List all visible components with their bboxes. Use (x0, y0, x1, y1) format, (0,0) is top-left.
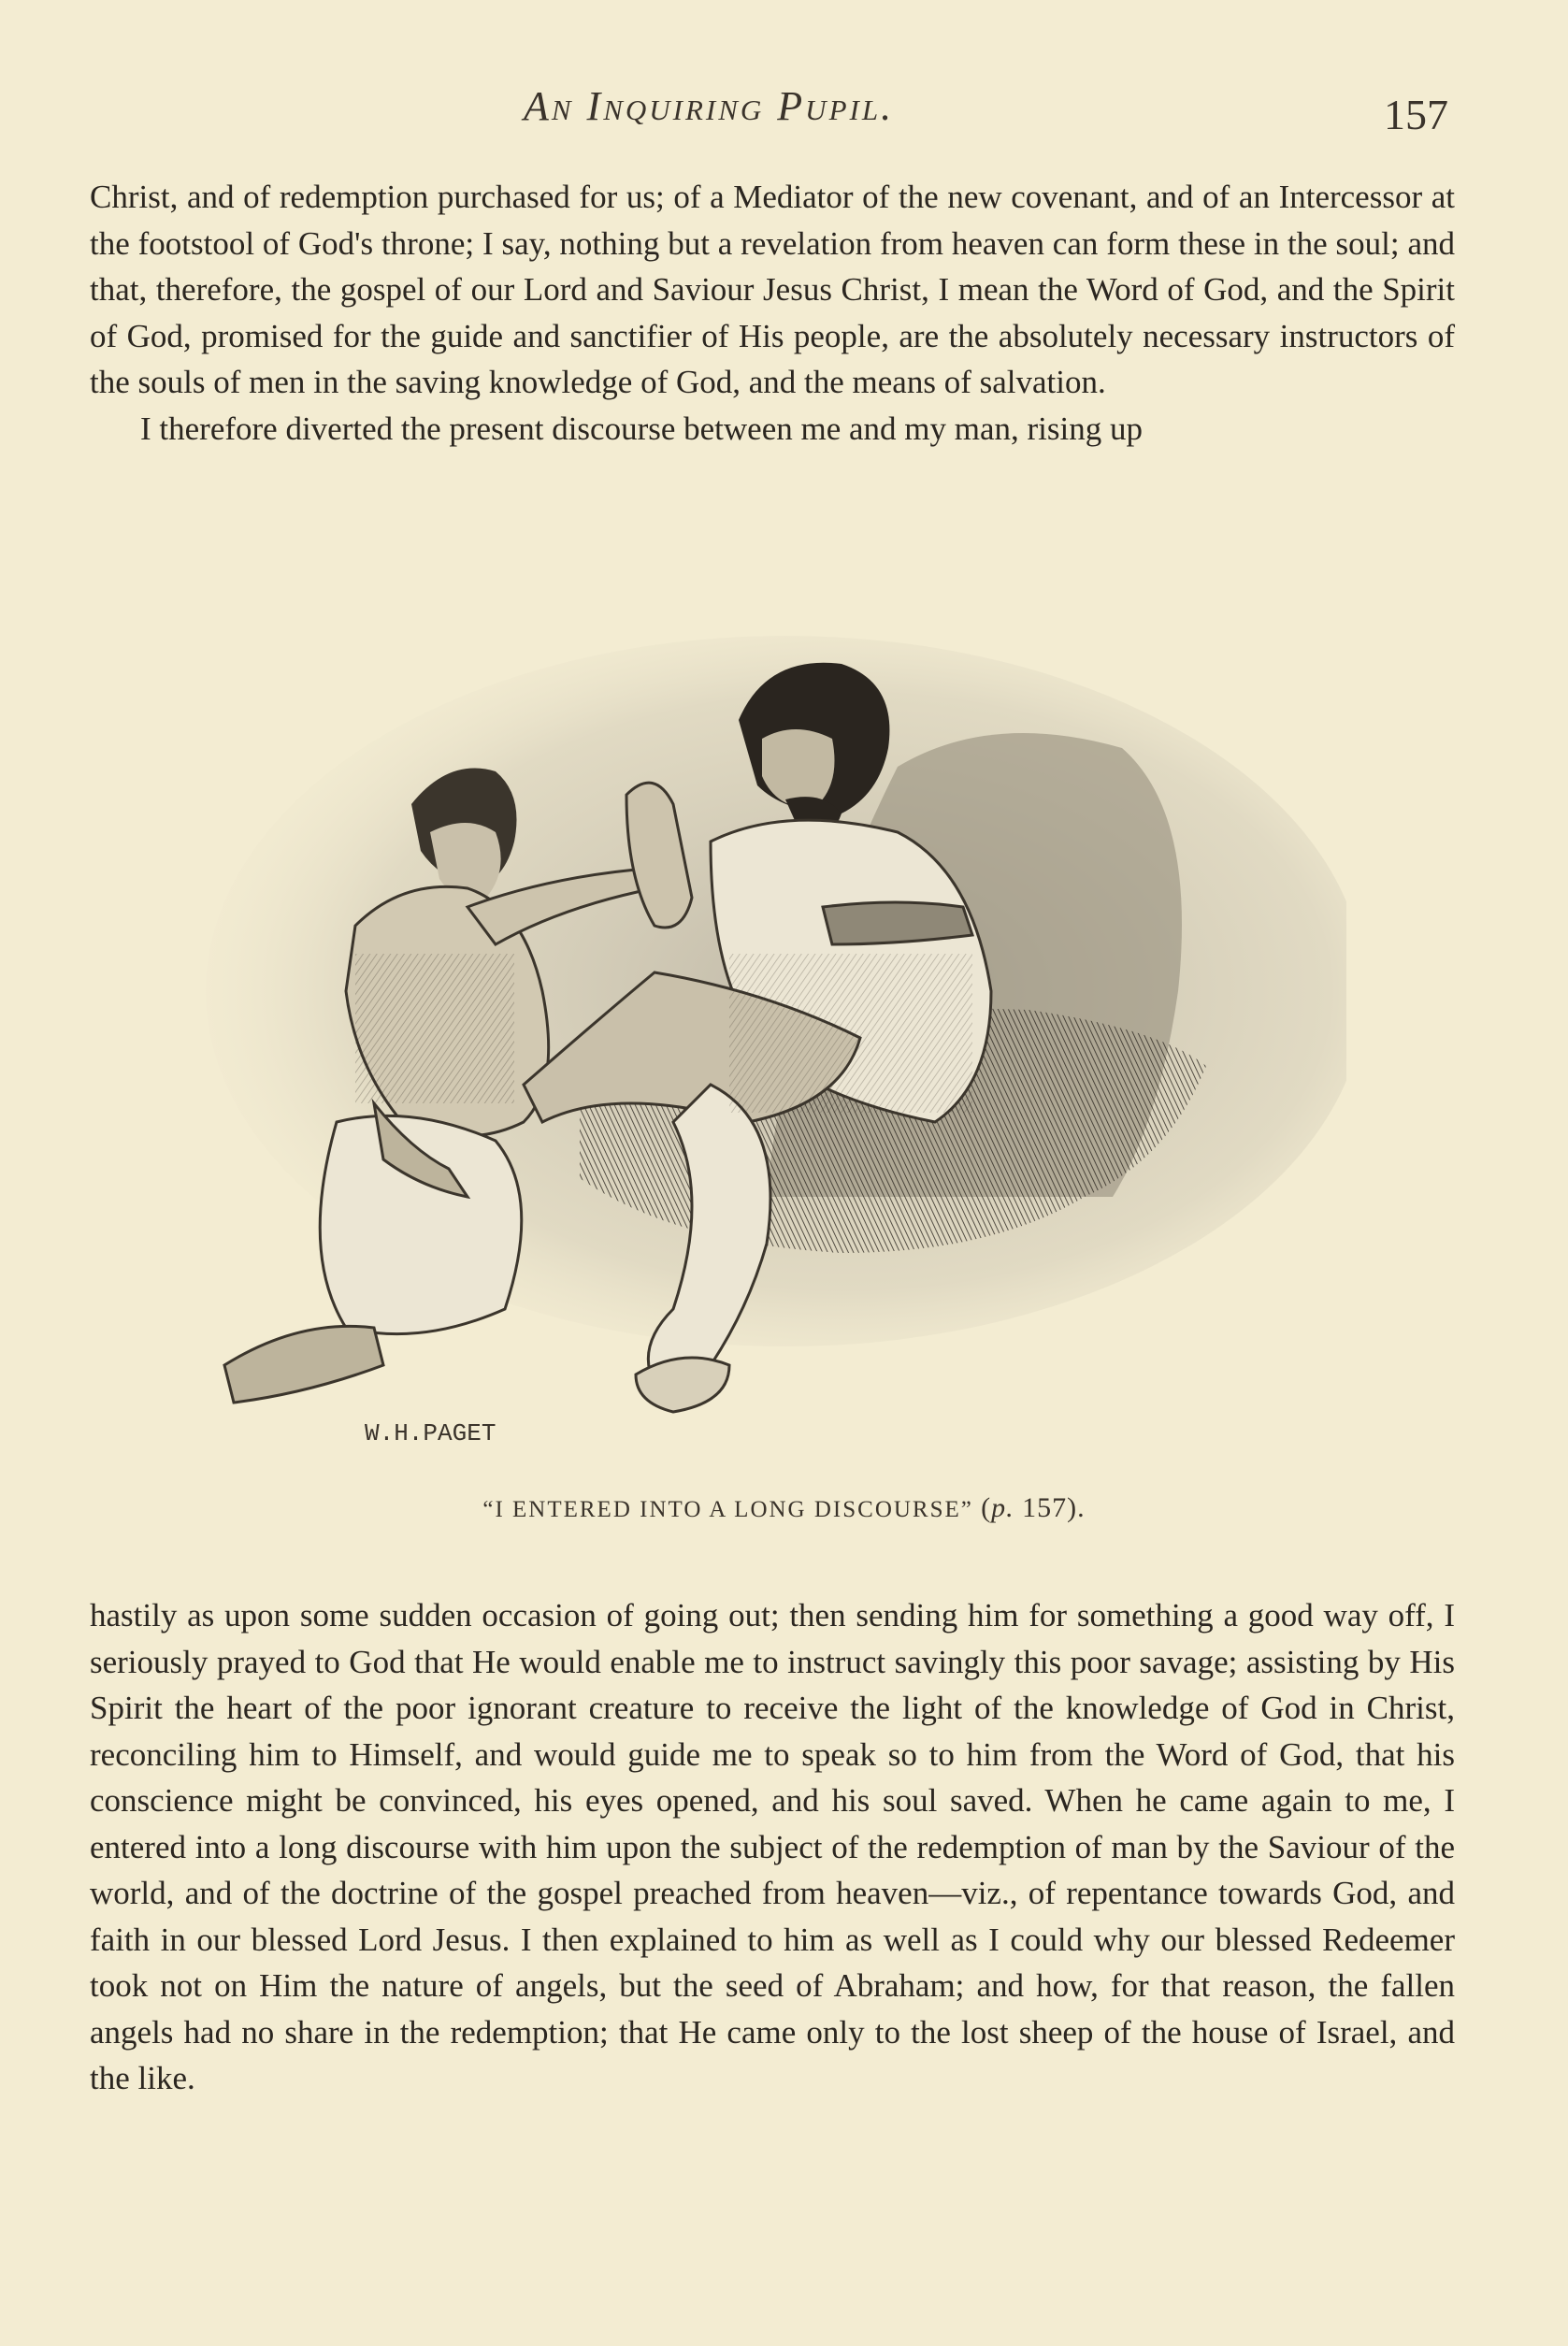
engraving-illustration (187, 598, 1346, 1468)
top-text-block (90, 174, 1455, 452)
caption-text: “I ENTERED INTO A LONG DISCOURSE” (482, 1497, 973, 1522)
bottom-text-block (90, 1592, 1455, 2102)
caption-page-ref: (p. 157). (981, 1492, 1086, 1523)
paragraph-new: I therefore diverted the present discourse between me and my man, rising up (140, 410, 1143, 447)
page-number: 157 (1384, 91, 1448, 138)
artist-signature: W.H.PAGET (365, 1419, 496, 1447)
caption-page-number: 157 (1022, 1492, 1068, 1523)
caption-page-label: p. (991, 1492, 1014, 1523)
illustration-caption (0, 1492, 1568, 1524)
running-title: An Inquiring Pupil. (524, 83, 895, 129)
paragraph-continuation-2: hastily as upon some sudden occasion of going out; then sending him for something a good way off, I seriously prayed to God that He would enable me to instruct savingly this poor savage; assisting by His Spirit the heart of the poor ignorant creature to receive the light of the knowledge of God in Christ, reconciling him to Himself, and would guide me to speak so to him from the Word of God, that his conscience might be convinced, his eyes opened, and his soul saved. When he came again to me, I entered into a long discourse with him upon the subject of the redemption of man by the Saviour of the world, and of the doctrine of the gospel preached from heaven—viz., of repentance towards God, and faith in our blessed Lord Jesus. I then explained to him as well as I could why our blessed Redeemer took not on Him the nature of angels, but the seed of Abraham; and how, for that reason, the fallen angels had no share in the redemption; that He came only to the lost sheep of the house of Israel, and the like. (90, 1597, 1455, 2096)
paragraph-continuation: Christ, and of redemption purchased for us; of a Mediator of the new covenant, and of an Intercessor at the footstool of God's throne; I say, nothing but a revelation from heaven can form these in the soul; and that, therefore, the gospel of our Lord and Saviour Jesus Christ, I mean the Word of God, and the Spirit of God, promised for the guide and sanctifier of His people, are the absolutely necessary instructors of the souls of men in the saving knowledge of God, and the means of salvation. (90, 179, 1455, 400)
running-head (0, 82, 1568, 138)
